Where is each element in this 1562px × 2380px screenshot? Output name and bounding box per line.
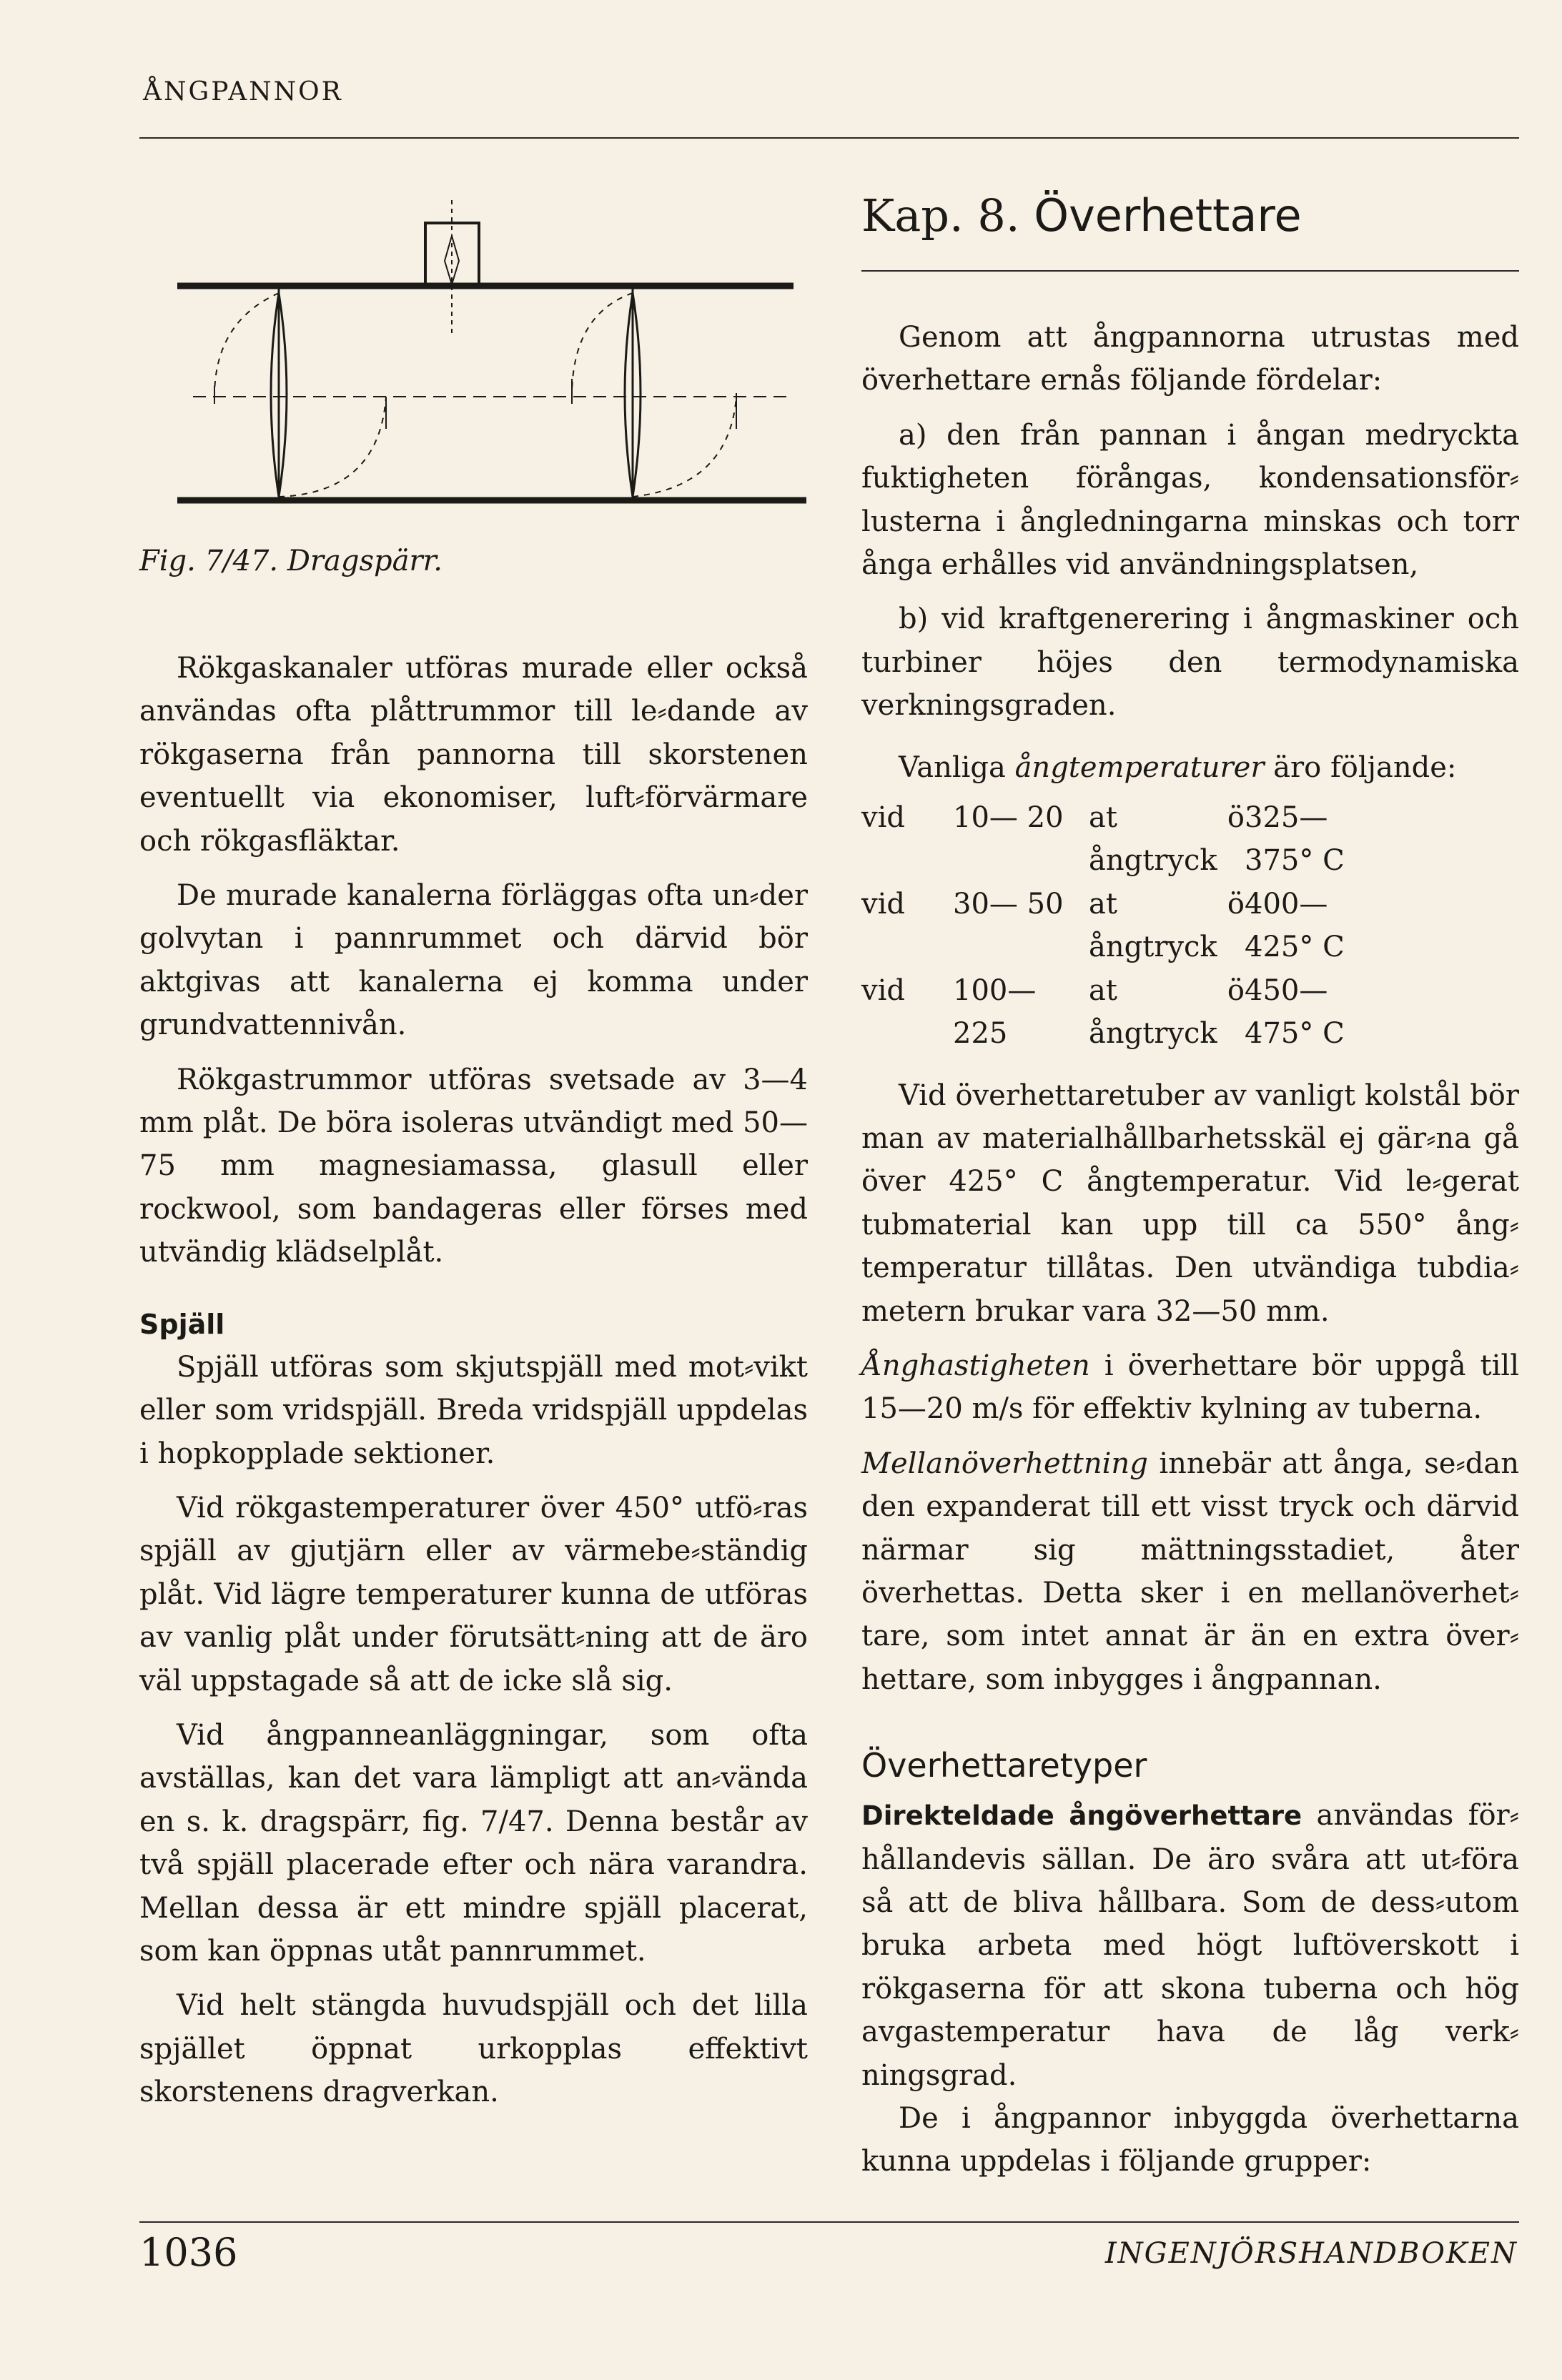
paragraph [861, 1794, 1519, 2097]
paragraph: b) vid kraftgenerering i ångmaskiner och turbiner höjes den termodynamiska verkningsgraden. [861, 603, 1519, 723]
paragraph [861, 746, 1519, 789]
table-cell: vid [861, 887, 905, 921]
temperature-table [861, 796, 1519, 1055]
paragraph: De i ångpannor inbyggda överhettarna kunna uppdelas i följande grupper: [861, 2102, 1519, 2178]
table-cell: 100—225 [953, 973, 1037, 1051]
emphasis: ångtemperaturer [1014, 750, 1265, 784]
chapter-title [861, 187, 1302, 244]
left-column [139, 647, 808, 2114]
right-column [861, 316, 1519, 2183]
paragraph: De murade kanalerna förläggas ofta un⸗der golvytan i pannrummet och därvid bör aktgivas att kanalerna ej komma under grundvattennivån. [139, 879, 808, 1042]
table-row [861, 969, 1519, 1056]
text-run: äro följande: [1264, 750, 1457, 784]
chapter-name: Överhettare [1034, 189, 1302, 242]
emphasis: Mellanöverhettning [861, 1447, 1148, 1480]
paragraph: Vid ångpanneanläggningar, som ofta avställas, kan det vara lämpligt att an⸗vända en s. k. dragspärr, fig. 7/47. Denna består av två spjäll placerade efter och nära varandra. Mellan dessa är ett mindre spjäll placerat, som kan öppnas utåt pannrummet. [139, 1718, 808, 1968]
table-cell: 10— 20 [953, 801, 1064, 835]
table-cell: 30— 50 [953, 887, 1064, 921]
text-run: användas för⸗hållandevis sällan. De äro svåra att ut⸗föra så att de bliva hållbara. Som de dess⸗utom bruka arbeta med högt luftöverskott i rökgaserna för att skona tuberna och hög avgastemperatur hava de låg verk⸗ningsgrad. [861, 1799, 1519, 2092]
chapter-prefix: Kap. 8. [861, 189, 1020, 242]
table-cell: at ö ångtryck [1089, 887, 1245, 964]
section-heading: Spjäll [139, 1308, 225, 1340]
page-number: 1036 [139, 2230, 238, 2275]
table-row [861, 796, 1519, 883]
table-cell: 400—425° C [1245, 887, 1345, 964]
chapter-rule [861, 270, 1519, 272]
paragraph: a) den från pannan i ångan medryckta fuktigheten förångas, kondensationsför⸗lusterna i ångledningarna minskas och torr ånga erhålles vid användningsplatsen, [861, 418, 1519, 582]
table-cell: at ö ångtryck [1089, 973, 1245, 1051]
paragraph: Genom att ångpannorna utrustas med överhettare ernås följande fördelar: [861, 321, 1519, 397]
table-cell: vid [861, 801, 905, 835]
header-rule [139, 137, 1519, 139]
bold-lead: Direkteldade ångöverhettare [861, 1800, 1303, 1832]
paragraph: Vid överhettaretuber av vanligt kolstål bör man av materialhållbarhetsskäl ej gär⸗na gå över 425° C ångtemperatur. Vid le⸗gerat tubmaterial kan upp till ca 550° ång⸗temperatur tillåtas. Den utvändiga tubdia⸗metern brukar vara 32—50 mm. [861, 1079, 1519, 1328]
paragraph: Vid helt stängda huvudspjäll och det lilla spjället öppnat urkopplas effektivt skorstenens dragverkan. [139, 1989, 808, 2109]
table-cell: 325—375° C [1245, 801, 1345, 878]
paragraph: Rökgaskanaler utföras murade eller också användas ofta plåttrummor till le⸗dande av rökgaserna från pannorna till skorstenen eventuellt via ekonomiser, luft⸗förvärmare och rökgasfläktar. [139, 652, 808, 858]
paragraph [861, 1344, 1519, 1431]
book-title: INGENJÖRSHANDBOKEN [1104, 2237, 1518, 2270]
dragsparr-figure [172, 193, 815, 529]
text-run: innebär att ånga, se⸗dan den expanderat till ett visst tryck och därvid närmar sig mättningsstadiet, åter överhettas. Detta sker i en mellanöverhet⸗tare, som intet annat är än en extra över⸗hettare, som inbygges i ångpannan. [861, 1447, 1519, 1696]
paragraph: Rökgastrummor utföras svetsade av 3—4 mm plåt. De böra isoleras utvändigt med 50—75 mm magnesiamassa, glasull eller rockwool, som bandageras eller förses med utvändig klädselplåt. [139, 1063, 808, 1269]
figure-caption: Fig. 7/47. Dragspärr. [139, 545, 443, 577]
table-cell: at ö ångtryck [1089, 801, 1245, 878]
text-run: i överhettare bör uppgå till 15—20 m/s för effektiv kylning av tuberna. [861, 1349, 1519, 1426]
table-cell: vid [861, 973, 905, 1007]
paragraph: Spjäll utföras som skjutspjäll med mot⸗vikt eller som vridspjäll. Breda vridspjäll uppdelas i hopkopplade sektioner. [139, 1350, 808, 1470]
paragraph [861, 1442, 1519, 1701]
text-run: Vanliga [899, 750, 1015, 784]
table-row [861, 883, 1519, 969]
running-head: ÅNGPANNOR [143, 77, 343, 106]
footer-rule [139, 2221, 1519, 2223]
paragraph: Vid rökgastemperaturer över 450° utfö⸗ras spjäll av gjutjärn eller av värmebe⸗ständig plåt. Vid lägre temperaturer kunna de utföras av vanlig plåt under förutsätt⸗ning att de äro väl uppstagade så att de icke slå sig. [139, 1491, 808, 1697]
table-cell: 450—475° C [1245, 973, 1345, 1051]
section-heading: Överhettaretyper [861, 1746, 1147, 1785]
emphasis: Ånghastigheten [861, 1349, 1090, 1382]
